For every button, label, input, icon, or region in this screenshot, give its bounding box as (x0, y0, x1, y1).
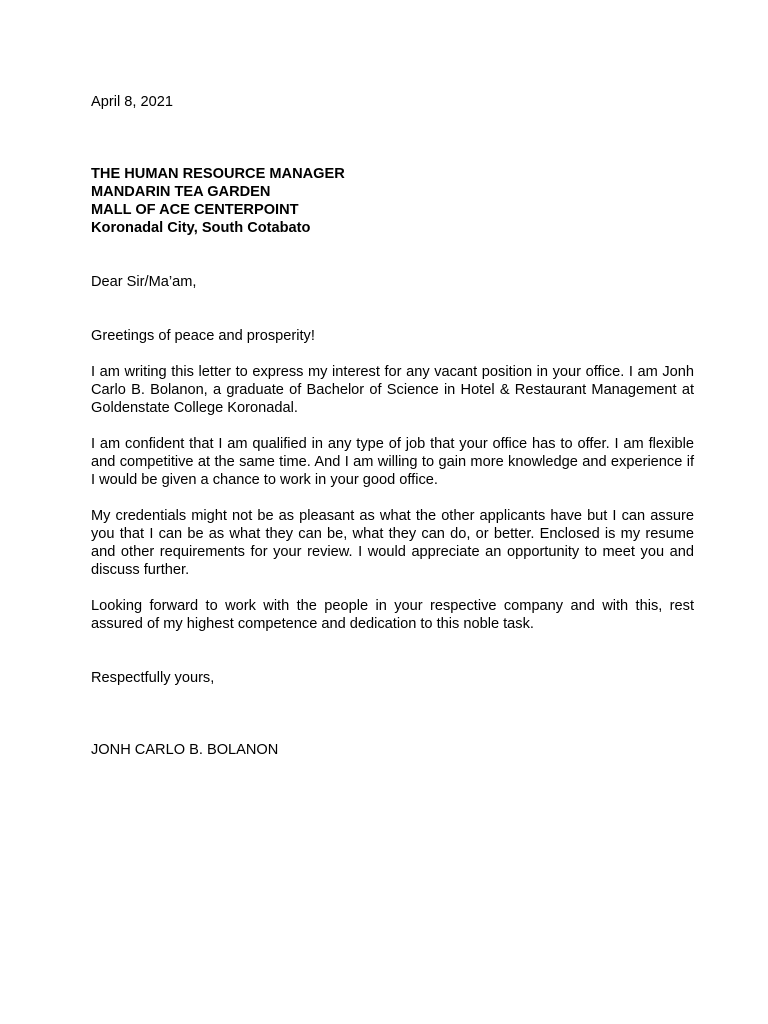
paragraph-closing-statement: Looking forward to work with the people in your respective company and with this, rest assured of my highest competence and dedication to this noble task. (91, 598, 694, 632)
letter-date: April 8, 2021 (91, 94, 173, 110)
recipient-title: THE HUMAN RESOURCE MANAGER (91, 166, 345, 182)
paragraph-credentials: My credentials might not be as pleasant as what the other applicants have but I can assure you that I can be as what they can be, what they can do, or better. Enclosed is my resume and other requirements for your review. I would appreciate an opportunity to meet you and discuss further. (91, 508, 694, 578)
salutation: Dear Sir/Ma’am, (91, 274, 197, 290)
complimentary-close: Respectfully yours, (91, 670, 215, 686)
recipient-location: MALL OF ACE CENTERPOINT (91, 202, 299, 218)
letter-body (91, 93, 694, 759)
paragraph-interest: I am writing this letter to express my interest for any vacant position in your office. I am Jonh Carlo B. Bolanon, a graduate of Bachelor of Science in Hotel & Restaurant Management at Goldenstate College Koronadal. (91, 364, 694, 416)
signature-name: JONH CARLO B. BOLANON (91, 742, 279, 758)
greeting: Greetings of peace and prosperity! (91, 328, 315, 344)
recipient-address (91, 165, 694, 237)
recipient-city: Koronadal City, South Cotabato (91, 220, 311, 236)
recipient-company: MANDARIN TEA GARDEN (91, 184, 271, 200)
paragraph-qualification: I am confident that I am qualified in any type of job that your office has to offer. I am flexible and competitive at the same time. And I am willing to gain more knowledge and experience if I would be given a chance to work in your good office. (91, 436, 694, 488)
